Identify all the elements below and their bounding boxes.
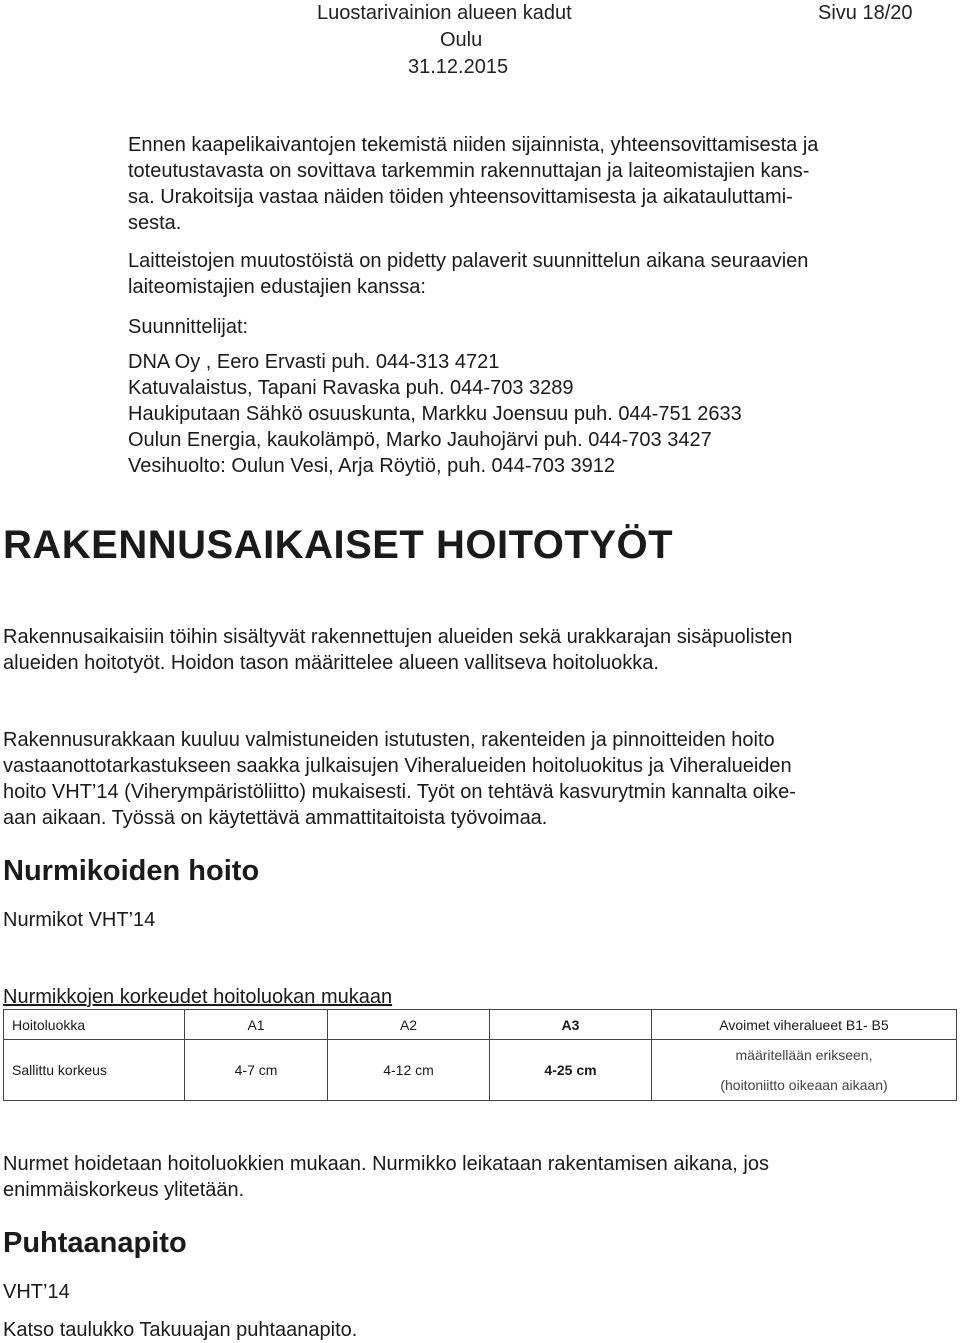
document-title: Luostarivainion alueen kadut — [317, 2, 572, 24]
section-heading: RAKENNUSAIKAISET HOITOTYÖT — [3, 523, 674, 567]
table-header-cell: Hoitoluokka — [4, 1010, 185, 1040]
contact-list — [128, 349, 928, 479]
table-title: Nurmikkojen korkeudet hoitoluokan mukaan — [3, 986, 393, 1008]
text-line: toteutustavasta on sovittava tarkemmin rakennuttajan ja laiteomistajien kans- — [128, 160, 810, 182]
contact-item: Vesihuolto: Oulun Vesi, Arja Röytiö, puh. 044-703 3912 — [128, 455, 616, 477]
text-line: aan aikaan. Työssä on käytettävä ammattitaitoista työvoimaa. — [3, 807, 548, 829]
header-city: Oulu — [440, 29, 483, 51]
cleaning-subtitle: VHT’14 — [3, 1281, 70, 1303]
table-cell: 4-12 cm — [328, 1040, 490, 1101]
text-line: Laitteistojen muutostöistä on pidetty palaverit suunnittelun aikana seuraavien — [128, 250, 809, 272]
lawn-heading: Nurmikoiden hoito — [3, 855, 260, 887]
text-line: vastaanottotarkastukseen saakka julkaisujen Viheralueiden hoitoluokitus ja Viheralueiden — [3, 755, 792, 777]
text-line: laiteomistajien edustajien kanssa: — [128, 276, 426, 298]
table-cell: 4-25 cm — [490, 1040, 652, 1101]
table-header-cell: A3 — [490, 1010, 652, 1040]
main-paragraph-1 — [3, 624, 943, 676]
text-line: Nurmet hoidetaan hoitoluokkien mukaan. Nurmikko leikataan rakentamisen aikana, jos — [3, 1153, 769, 1175]
text-line: Rakennusurakkaan kuuluu valmistuneiden istutusten, rakenteiden ja pinnoitteiden hoito — [3, 729, 775, 751]
lawn-paragraph — [3, 1151, 943, 1203]
header-date: 31.12.2015 — [408, 56, 509, 78]
contact-item: Haukiputaan Sähkö osuuskunta, Markku Joensuu puh. 044-751 2633 — [128, 403, 742, 425]
contact-item: Katuvalaistus, Tapani Ravaska puh. 044-703 3289 — [128, 377, 574, 399]
contact-item: DNA Oy , Eero Ervasti puh. 044-313 4721 — [128, 351, 500, 373]
table-cell: 4-7 cm — [185, 1040, 328, 1101]
text-line: hoito VHT’14 (Viherympäristöliitto) mukaisesti. Työt on tehtävä kasvurytmin kannalta oike- — [3, 781, 796, 803]
main-paragraph-2 — [3, 727, 943, 831]
cleaning-text: Katso taulukko Takuuajan puhtaanapito. — [3, 1319, 358, 1341]
text-line: alueiden hoitotyöt. Hoidon tason määrittelee alueen vallitseva hoitoluokka. — [3, 652, 659, 674]
text-line: sesta. — [128, 212, 182, 234]
cell-line: (hoitoniitto oikeaan aikaan) — [720, 1077, 888, 1093]
text-line: enimmäiskorkeus ylitetään. — [3, 1179, 245, 1201]
table-header-cell: A1 — [185, 1010, 328, 1040]
table-header-cell: A2 — [328, 1010, 490, 1040]
text-line: Ennen kaapelikaivantojen tekemistä niiden sijainnista, yhteensovittamisesta ja — [128, 134, 819, 156]
lawn-height-table — [3, 1009, 957, 1101]
table-cell: Sallittu korkeus — [4, 1040, 185, 1101]
table-header-cell: Avoimet viheralueet B1- B5 — [652, 1010, 957, 1040]
lawn-subtitle: Nurmikot VHT’14 — [3, 909, 156, 931]
table-row — [4, 1040, 957, 1101]
designers-label: Suunnittelijat: — [128, 316, 249, 338]
cleaning-heading: Puhtaanapito — [3, 1227, 187, 1259]
table-cell — [652, 1040, 957, 1101]
intro-paragraph-1 — [128, 132, 928, 236]
text-line: Rakennusaikaisiin töihin sisältyvät rakennettujen alueiden sekä urakkarajan sisäpuolisten — [3, 626, 793, 648]
text-line: sa. Urakoitsija vastaa näiden töiden yhteensovittamisesta ja aikatauluttami- — [128, 186, 793, 208]
cell-line: määritellään erikseen, — [735, 1047, 873, 1063]
page-number: Sivu 18/20 — [818, 2, 913, 24]
contact-item: Oulun Energia, kaukolämpö, Marko Jauhojärvi puh. 044-703 3427 — [128, 429, 712, 451]
intro-paragraph-2 — [128, 248, 928, 300]
table-header-row — [4, 1010, 957, 1040]
